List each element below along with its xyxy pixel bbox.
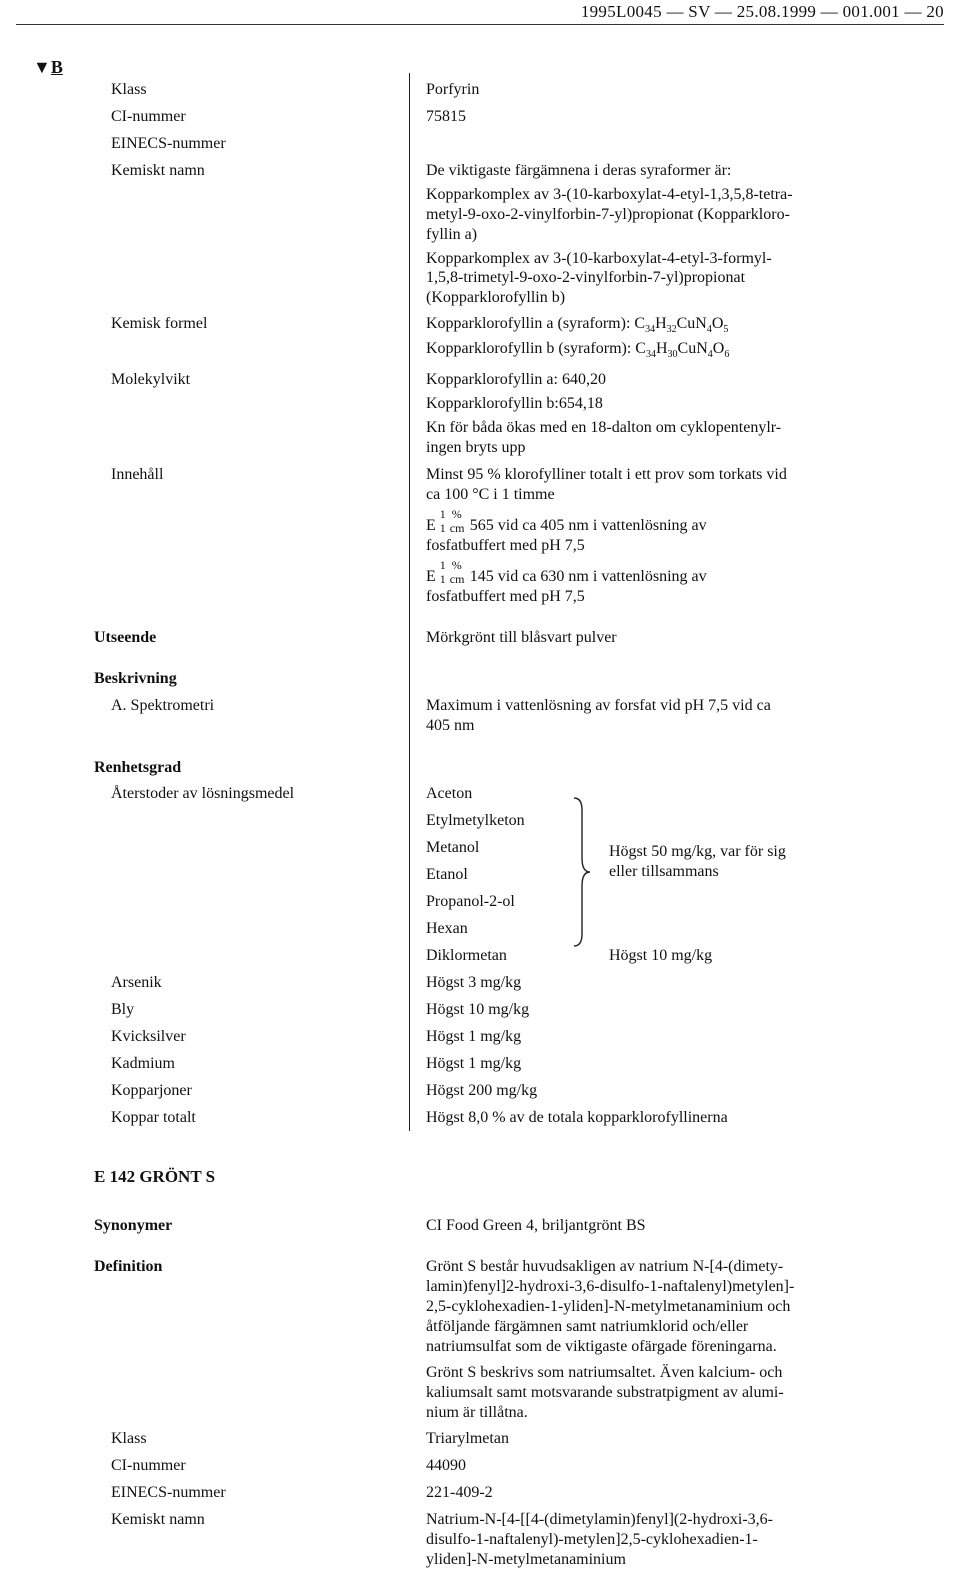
molekylvikt-a: Kopparklorofyllin a: 640,20 <box>426 371 606 388</box>
innehall-line: ca 100 °C i 1 timme <box>426 486 555 503</box>
klass-value: Porfyrin <box>426 81 480 98</box>
definition-line: lamin)fenyl]2-hydroxi-3,6-disulfo-1-naftalenyl)metylen]- <box>426 1278 795 1295</box>
solvent-limit: eller tillsammans <box>609 863 719 880</box>
kemiskt-namn-line: (Kopparklorofyllin b) <box>426 289 566 306</box>
solvent-item: Propanol-2-ol <box>426 893 515 910</box>
klass-label: Klass <box>111 81 147 98</box>
amendment-marker <box>33 57 63 78</box>
utseende-label: Utseende <box>94 629 157 646</box>
extinction-2: E 1 % 1 cm 145 vid ca 630 nm i vattenlösning av <box>426 558 707 586</box>
column-divider <box>409 73 410 1131</box>
kemiskt-namn-line: fyllin a) <box>426 226 478 243</box>
metal-label: Koppar totalt <box>111 1109 196 1126</box>
einecs-label: EINECS-nummer <box>111 1484 226 1501</box>
innehall-line: Minst 95 % klorofylliner totalt i ett prov som torkats vid <box>426 466 787 483</box>
metal-value: Högst 1 mg/kg <box>426 1055 522 1072</box>
synonymer-label: Synonymer <box>94 1217 173 1234</box>
solvent-limit: Högst 50 mg/kg, var för sig <box>609 843 786 860</box>
synonymer-value: CI Food Green 4, briljantgrönt BS <box>426 1217 646 1234</box>
spektrometri-line: 405 nm <box>426 717 475 734</box>
extinction-fraction: 1 % 1 cm <box>439 558 465 586</box>
extinction-fraction: 1 % 1 cm <box>439 507 465 535</box>
metal-value: Högst 1 mg/kg <box>426 1028 522 1045</box>
klass-label: Klass <box>111 1430 147 1447</box>
kemiskt-namn-line: Kopparkomplex av 3-(10-karboxylat-4-etyl-3-formyl- <box>426 250 772 267</box>
kemiskt-namn-label: Kemiskt namn <box>111 1511 205 1528</box>
solvent-item: Hexan <box>426 920 468 937</box>
definition-line: natriumsulfat som de viktigaste ofärgade föreningarna. <box>426 1338 777 1355</box>
definition-line: kaliumsalt samt motsvarande substratpigment av alumi- <box>426 1384 784 1401</box>
molekylvikt-label: Molekylvikt <box>111 371 191 388</box>
section-title: E 142 GRÖNT S <box>94 1167 216 1186</box>
metal-value: Högst 8,0 % av de totala kopparklorofyllinerna <box>426 1109 728 1126</box>
triangle-marker-icon: ▼ <box>33 57 51 77</box>
metal-label: Kvicksilver <box>111 1028 186 1045</box>
solvent-group-brace <box>572 796 602 948</box>
molekylvikt-note: Kn för båda ökas med en 18-dalton om cyklopentenylr- <box>426 419 782 436</box>
kemiskt-namn-label: Kemiskt namn <box>111 162 205 179</box>
extinction-1: E 1 % 1 cm 565 vid ca 405 nm i vattenlösning av <box>426 507 707 535</box>
definition-line: 2,5-cyklohexadien-1-yliden]-N-metylmetanaminium och <box>426 1298 791 1315</box>
ci-label: CI-nummer <box>111 1457 186 1474</box>
kemiskt-namn-line: Natrium-N-[4-[[4-(dimetylamin)fenyl](2-hydroxi-3,6- <box>426 1511 773 1528</box>
metal-label: Arsenik <box>111 974 162 991</box>
ci-label: CI-nummer <box>111 108 186 125</box>
metal-value: Högst 10 mg/kg <box>426 1001 530 1018</box>
kemiskt-namn-line: yliden]-N-metylmetanaminium <box>426 1551 626 1568</box>
formel-a: Kopparklorofyllin a (syraform): $C_{34}H_{32}CuN_4O_5$ <box>426 315 729 335</box>
beskrivning-label: Beskrivning <box>94 670 177 687</box>
formel-label: Kemisk formel <box>111 315 208 332</box>
metal-value: Högst 3 mg/kg <box>426 974 522 991</box>
einecs-value: 221-409-2 <box>426 1484 493 1501</box>
kemiskt-namn-line: disulfo-1-naftalenyl)-metylen]2,5-cyklohexadien-1- <box>426 1531 758 1548</box>
kemiskt-namn-line: 1,5,8-trimetyl-9-oxo-2-vinylforbin-7-yl)propionat <box>426 269 746 286</box>
definition-line: nium är tillåtna. <box>426 1404 528 1421</box>
metal-label: Kopparjoner <box>111 1082 192 1099</box>
document-reference: 1995L0045 — SV — 25.08.1999 — 001.001 — 20 <box>580 2 944 21</box>
definition-line: Grönt S beskrivs som natriumsaltet. Även kalcium- och <box>426 1364 783 1381</box>
formel-b: Kopparklorofyllin b (syraform): $C_{34}H_{30}CuN_4O_6$ <box>426 340 730 360</box>
spektrometri-label: A. Spektrometri <box>111 697 215 714</box>
losningsmedel-label: Återstoder av lösningsmedel <box>111 785 295 802</box>
kemiskt-namn-line: Kopparkomplex av 3-(10-karboxylat-4-etyl-1,3,5,8-tetra- <box>426 186 793 203</box>
ci-value: 44090 <box>426 1457 466 1474</box>
marker-letter: B <box>50 57 63 77</box>
solvent-item: Metanol <box>426 839 480 856</box>
solvent-item: Etylmetylketon <box>426 812 525 829</box>
molekylvikt-b: Kopparklorofyllin b:654,18 <box>426 395 603 412</box>
spektrometri-line: Maximum i vattenlösning av forsfat vid pH 7,5 vid ca <box>426 697 771 714</box>
definition-line: Grönt S består huvudsakligen av natrium N-[4-(dimety- <box>426 1258 784 1275</box>
solvent-item: Aceton <box>426 785 473 802</box>
solvent-item: Etanol <box>426 866 468 883</box>
metal-label: Kadmium <box>111 1055 175 1072</box>
ci-value: 75815 <box>426 108 466 125</box>
kemiskt-namn-line: metyl-9-oxo-2-vinylforbin-7-yl)propionat (Kopparkloro- <box>426 206 790 223</box>
renhetsgrad-label: Renhetsgrad <box>94 759 182 776</box>
innehall-label: Innehåll <box>111 466 164 483</box>
extinction-1-cont: fosfatbuffert med pH 7,5 <box>426 537 585 554</box>
einecs-label: EINECS-nummer <box>111 135 226 152</box>
extinction-2-cont: fosfatbuffert med pH 7,5 <box>426 588 585 605</box>
metal-label: Bly <box>111 1001 135 1018</box>
diklormetan-limit: Högst 10 mg/kg <box>609 947 713 964</box>
utseende-value: Mörkgrönt till blåsvart pulver <box>426 629 617 646</box>
header-rule <box>16 24 944 25</box>
kemiskt-namn-line: De viktigaste färgämnena i deras syraformer är: <box>426 162 732 179</box>
definition-line: åtföljande färgämnen samt natriumklorid och/eller <box>426 1318 749 1335</box>
solvent-item: Diklormetan <box>426 947 507 964</box>
molekylvikt-note: ingen bryts upp <box>426 439 526 456</box>
metal-value: Högst 200 mg/kg <box>426 1082 538 1099</box>
definition-label: Definition <box>94 1258 163 1275</box>
klass-value: Triarylmetan <box>426 1430 509 1447</box>
